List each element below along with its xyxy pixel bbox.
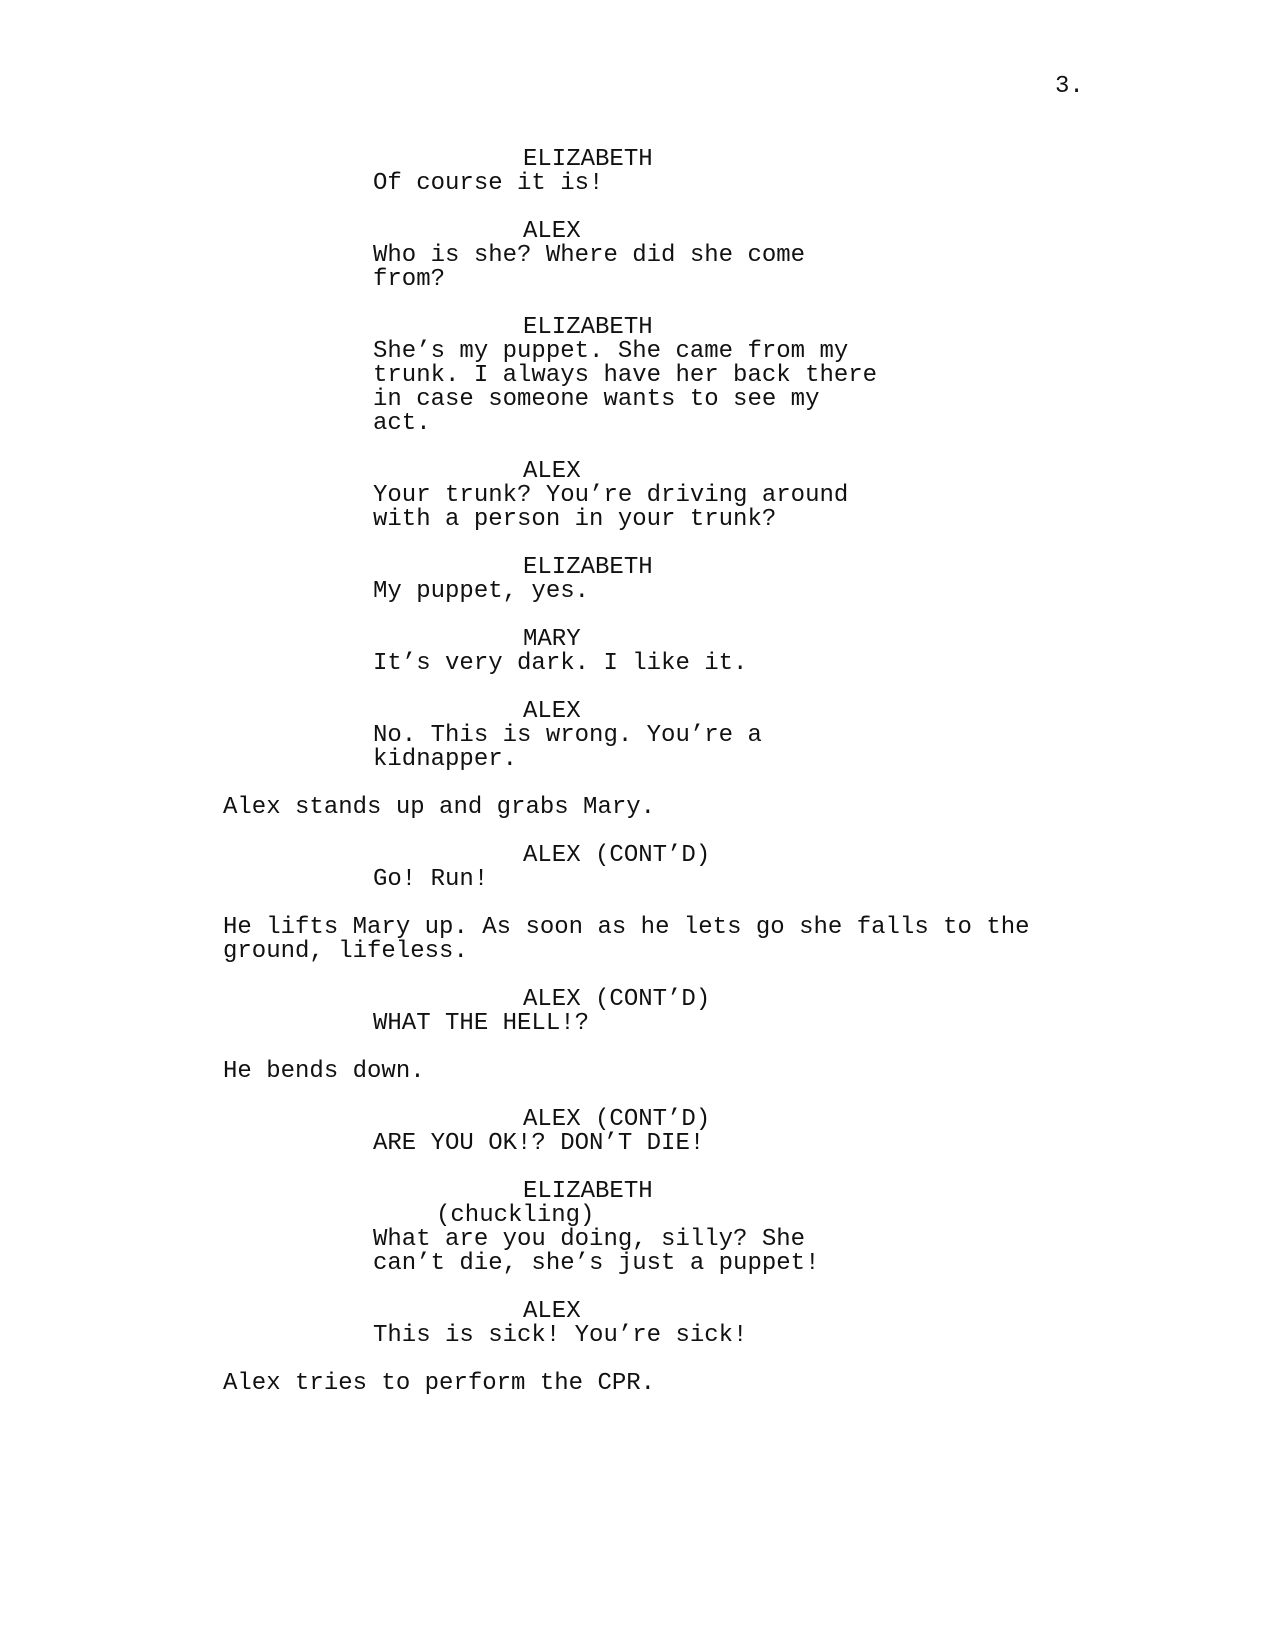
dialogue-line: in case someone wants to see my [373, 386, 820, 413]
dialogue-line: Your trunk? You’re driving around [373, 482, 849, 509]
dialogue-block [223, 844, 1043, 892]
action-block [223, 796, 1043, 820]
dialogue-block [223, 556, 1043, 604]
dialogue-line: No. This is wrong. You’re a [373, 722, 762, 749]
dialogue-block [223, 1300, 1043, 1348]
character-name: ELIZABETH [523, 554, 653, 581]
parenthetical: (chuckling) [436, 1202, 595, 1229]
character-name: ALEX (CONT’D) [523, 842, 711, 869]
dialogue-line: Go! Run! [373, 866, 489, 893]
page-number: 3. [1055, 73, 1084, 100]
character-name: ALEX [523, 698, 581, 725]
dialogue-block [223, 1108, 1043, 1156]
character-name: MARY [523, 626, 581, 653]
action-block [223, 1372, 1043, 1396]
action-line: Alex tries to perform the CPR. [223, 1370, 656, 1397]
character-name: ALEX [523, 458, 581, 485]
character-name: ELIZABETH [523, 146, 653, 173]
action-block [223, 1060, 1043, 1084]
dialogue-line: from? [373, 266, 446, 293]
dialogue-line: Who is she? Where did she come [373, 242, 806, 269]
dialogue-block [223, 988, 1043, 1036]
dialogue-line: She’s my puppet. She came from my [373, 338, 849, 365]
character-name: ALEX [523, 1298, 581, 1325]
dialogue-line: act. [373, 410, 431, 437]
dialogue-block [223, 1180, 1043, 1276]
character-name: ELIZABETH [523, 314, 653, 341]
dialogue-line: WHAT THE HELL!? [373, 1010, 590, 1037]
dialogue-line: ARE YOU OK!? DON’T DIE! [373, 1130, 705, 1157]
dialogue-block [223, 460, 1043, 532]
character-name: ALEX (CONT’D) [523, 986, 711, 1013]
character-name: ELIZABETH [523, 1178, 653, 1205]
dialogue-line: My puppet, yes. [373, 578, 590, 605]
action-line: ground, lifeless. [223, 938, 468, 965]
dialogue-line: trunk. I always have her back there [373, 362, 878, 389]
dialogue-line: kidnapper. [373, 746, 518, 773]
dialogue-block [223, 220, 1043, 292]
dialogue-line: Of course it is! [373, 170, 604, 197]
screenplay-body [223, 148, 1043, 1420]
dialogue-block [223, 148, 1043, 196]
dialogue-line: with a person in your trunk? [373, 506, 777, 533]
dialogue-line: This is sick! You’re sick! [373, 1322, 748, 1349]
action-block [223, 916, 1043, 964]
dialogue-block [223, 700, 1043, 772]
dialogue-line: can’t die, she’s just a puppet! [373, 1250, 820, 1277]
dialogue-line: What are you doing, silly? She [373, 1226, 806, 1253]
dialogue-block [223, 316, 1043, 436]
character-name: ALEX (CONT’D) [523, 1106, 711, 1133]
dialogue-line: It’s very dark. I like it. [373, 650, 748, 677]
action-line: He bends down. [223, 1058, 425, 1085]
character-name: ALEX [523, 218, 581, 245]
dialogue-block [223, 628, 1043, 676]
action-line: He lifts Mary up. As soon as he lets go she falls to the [223, 914, 1030, 941]
action-line: Alex stands up and grabs Mary. [223, 794, 656, 821]
